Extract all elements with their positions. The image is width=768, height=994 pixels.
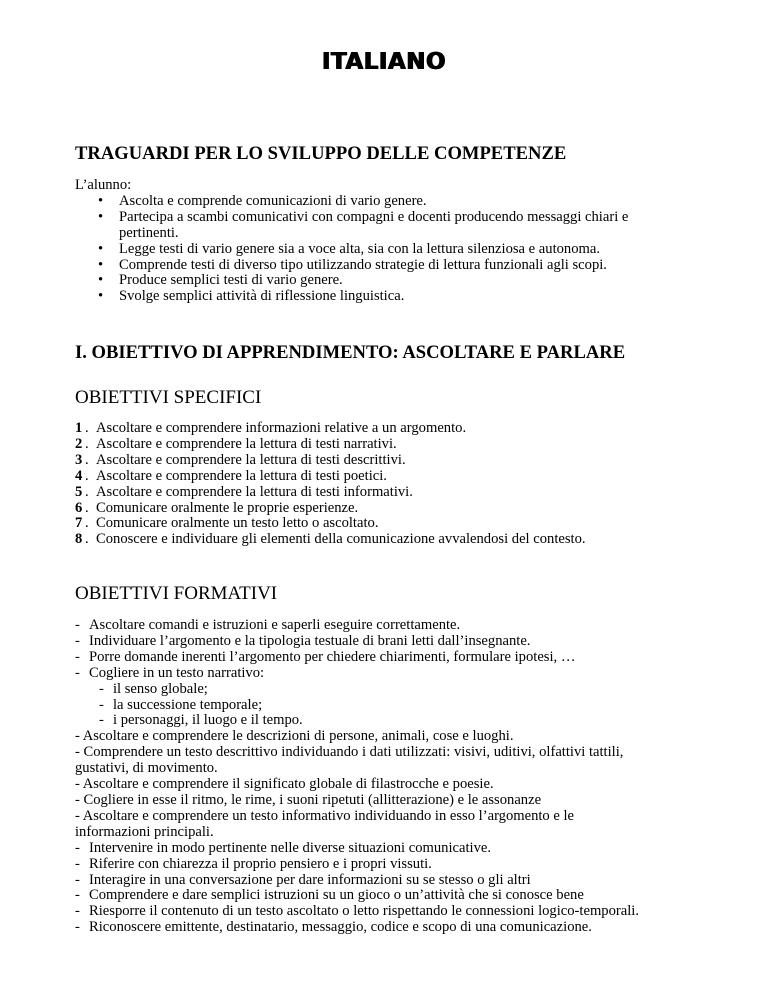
list-item: 2 . Ascoltare e comprendere la lettura di testi narrativi. xyxy=(75,435,397,452)
list-item: • Svolge semplici attività di riflessione linguistica. xyxy=(98,288,405,305)
bullet-icon: • xyxy=(98,192,104,209)
list-item: 8 . Conoscere e individuare gli elementi della comunicazione avvalendosi del contesto. xyxy=(75,531,586,548)
list-item: 3 . Ascoltare e comprendere la lettura di testi descrittivi. xyxy=(75,451,406,468)
list-item: • Ascolta e comprende comunicazioni di vario genere. xyxy=(98,192,427,209)
list-item: - Ascoltare comandi e istruzioni e saperli eseguire correttamente. xyxy=(75,617,461,633)
specifici-block xyxy=(75,421,735,548)
traguardi-intro: L’alunno: xyxy=(75,177,132,193)
list-item: • Partecipa a scambi comunicativi con compagni e docenti producendo messaggi chiari e pertinenti. xyxy=(98,208,629,241)
list-item-continuation: informazioni principali. xyxy=(75,823,214,840)
list-item: 5 . Ascoltare e comprendere la lettura di testi informativi. xyxy=(75,483,413,500)
sub-list-item: - la successione temporale; xyxy=(99,696,263,713)
list-item: - Individuare l’argomento e la tipologia testuale di brani letti dall’insegnante. xyxy=(75,632,531,649)
list-item: 7 . Comunicare oralmente un testo letto o ascoltato. xyxy=(75,515,379,532)
traguardi-list xyxy=(75,194,735,305)
list-item: 6 . Comunicare oralmente le proprie esperienze. xyxy=(75,499,359,516)
list-item: • Legge testi di vario genere sia a voce alta, sia con la lettura silenziosa e autonoma. xyxy=(98,240,600,257)
sub-list-item: - il senso globale; xyxy=(99,680,208,697)
list-item: 4 . Ascoltare e comprendere la lettura di testi poetici. xyxy=(75,467,387,484)
list-item: - Riconoscere emittente, destinatario, messaggio, codice e scopo di una comunicazione. xyxy=(75,919,592,936)
bullet-icon: • xyxy=(98,208,104,225)
list-item: - Riesporre il contenuto di un testo ascoltato o letto rispettando le connessioni logico-temporali. xyxy=(75,903,639,920)
list-item: - Comprendere e dare semplici istruzioni su un gioco o un’attività che si conosce bene xyxy=(75,887,584,904)
page-title: ITALIANO xyxy=(321,49,447,75)
list-item: - Porre domande inerenti l’argomento per chiedere chiarimenti, formulare ipotesi, … xyxy=(75,648,576,665)
list-item: • Produce semplici testi di vario genere. xyxy=(98,272,343,289)
list-item: - Intervenire in modo pertinente nelle diverse situazioni comunicative. xyxy=(75,839,491,856)
formativi-block xyxy=(75,618,735,936)
list-item: - Cogliere in esse il ritmo, le rime, i suoni ripetuti (allitterazione) e le assonanze xyxy=(75,791,542,808)
list-item: - Ascoltare e comprendere un testo informativo individuando in esso l’argomento e le xyxy=(75,807,575,824)
heading-obiettivo: I. OBIETTIVO DI APPRENDIMENTO: ASCOLTARE E PARLARE xyxy=(75,342,626,363)
list-item: - Comprendere un testo descrittivo individuando i dati utilizzati: visivi, uditivi, olfattivi tattili, xyxy=(75,744,624,761)
heading-traguardi: TRAGUARDI PER LO SVILUPPO DELLE COMPETENZE xyxy=(75,143,567,164)
list-item: - Ascoltare e comprendere le descrizioni di persone, animali, cose e luoghi. xyxy=(75,728,514,745)
bullet-icon: • xyxy=(98,256,104,273)
list-item: - Riferire con chiarezza il proprio pensiero e i propri vissuti. xyxy=(75,855,432,872)
list-item: - Cogliere in un testo narrativo: xyxy=(75,664,265,681)
bullet-icon: • xyxy=(98,288,104,305)
heading-formativi: OBIETTIVI FORMATIVI xyxy=(75,583,278,604)
heading-specifici: OBIETTIVI SPECIFICI xyxy=(75,387,262,408)
list-item-continuation: gustativi, di movimento. xyxy=(75,760,218,777)
list-item: • Comprende testi di diverso tipo utilizzando strategie di lettura funzionali agli scopi. xyxy=(98,256,607,273)
bullet-icon: • xyxy=(98,272,104,289)
list-item: - Interagire in una conversazione per dare informazioni su se stesso o gli altri xyxy=(75,871,531,888)
bullet-icon: • xyxy=(98,240,104,257)
list-item: - Ascoltare e comprendere il significato globale di filastrocche e poesie. xyxy=(75,776,494,793)
list-item: 1 . Ascoltare e comprendere informazioni relative a un argomento. xyxy=(75,420,467,436)
specifici-list xyxy=(75,421,735,548)
sub-list-item: - i personaggi, il luogo e il tempo. xyxy=(99,712,303,729)
traguardi-block xyxy=(75,178,735,305)
